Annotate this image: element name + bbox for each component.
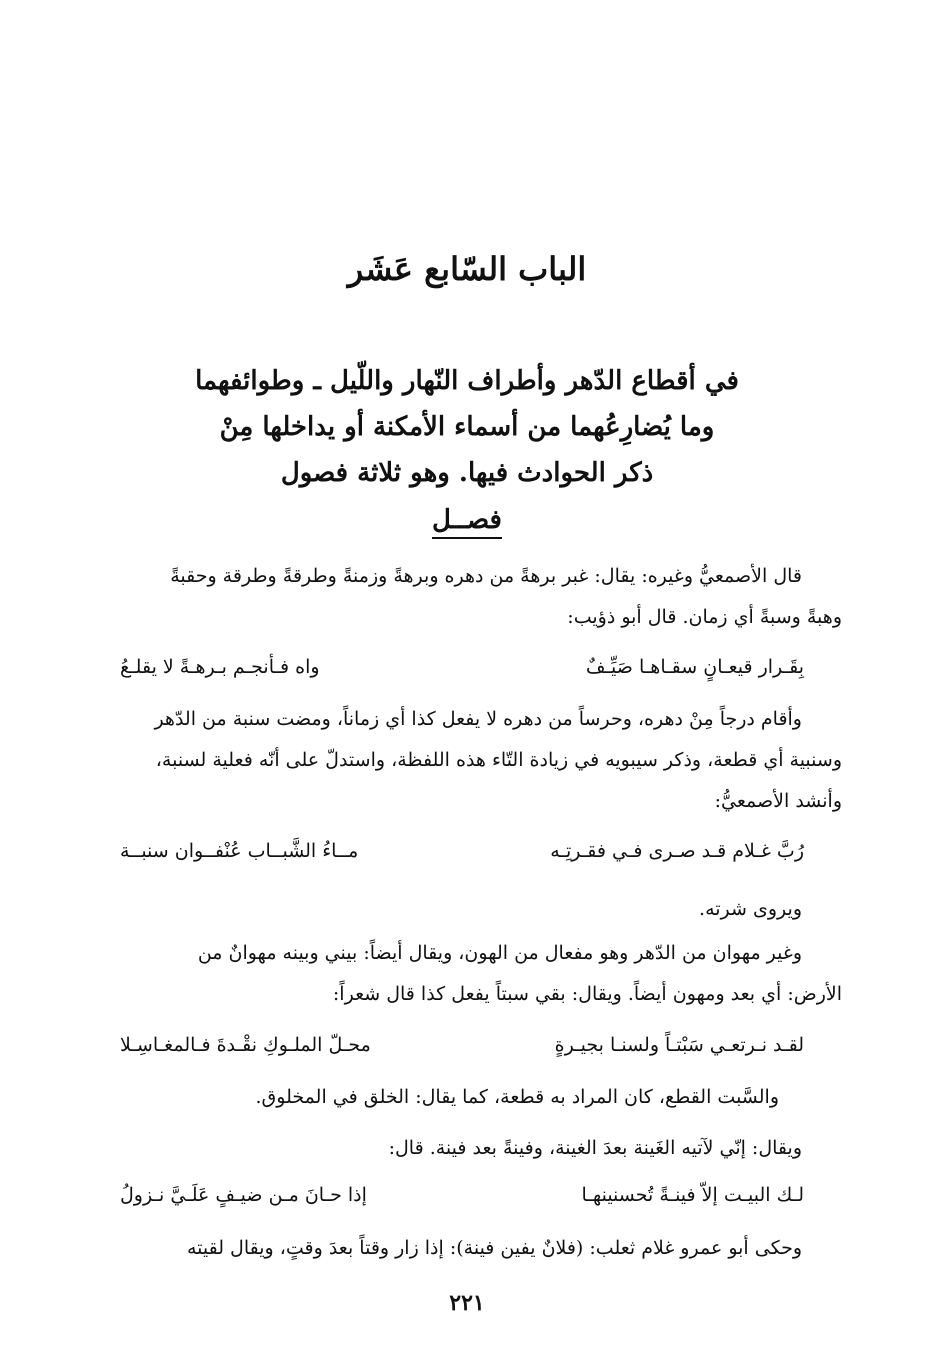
paragraph-line: وهبةً وسبةً أي زمان. قال أبو ذؤيب: xyxy=(567,606,842,628)
verse-second-hemistich: مــاءُ الشَّبــاب عُنْفــوان سنبــة xyxy=(120,840,359,862)
paragraph-line: وسنبية أي قطعة، وذكر سيبويه في زيادة التّاء هذه اللفظة، واستدلّ على أنّه فعلية لسنبة، xyxy=(155,749,842,771)
paragraph-line: وغير مهوان من الدّهر وهو مفعال من الهون، ويقال أيضاً: بيني وبينه مهوانٌ من xyxy=(197,942,802,964)
paragraph-line: الأرض: أي بعد ومهون أيضاً. ويقال: بقي سبتاً يفعل كذا قال شعراً: xyxy=(332,983,842,1005)
verse-first-hemistich: لقـد نـرتعـي سَبْتـاً ولسنـا بجيـرةٍ xyxy=(554,1034,804,1056)
verse xyxy=(120,656,804,690)
chapter-subtitle xyxy=(130,358,804,496)
paragraph-line: ويروى شرته. xyxy=(699,898,802,920)
chapter-title: الباب السّابع عَشَر xyxy=(347,250,587,288)
paragraph-line: ويقال: إنّي لآتيه الغَينة بعدَ الغينة، وفينةً بعد فينة. قال: xyxy=(388,1137,802,1159)
verse-first-hemistich: بِقَـرار قيعـانٍ سقـاهـا صَيِّـفٌ xyxy=(585,656,804,678)
verse-first-hemistich: لـك البيـت إلاّ فينـةً تُحسنينهـا xyxy=(581,1184,804,1206)
section-title-text: فصــل xyxy=(432,505,502,535)
subtitle-line: في أقطاع الدّهر وأطراف النّهار واللّيل ـ وطوائفهما xyxy=(195,366,739,396)
subtitle-line: ذكر الحوادث فيها. وهو ثلاثة فصول xyxy=(280,458,654,488)
paragraph-line: وأنشد الأصمعيُّ: xyxy=(714,790,842,812)
verse-first-hemistich: رُبَّ غـلام قـد صـرى فـي فقـرتِـه xyxy=(550,840,804,862)
paragraph-line: والسَّبت القطع، كان المراد به قطعة، كما يقال: الخلق في المخلوق. xyxy=(255,1086,779,1108)
verse xyxy=(120,1034,804,1068)
section-title xyxy=(0,505,934,539)
paragraph-line: وحكى أبو عمرو غلام ثعلب: (فلانٌ يفين فينة): إذا زار وقتاً بعدَ وقتٍ، ويقال لقيته xyxy=(186,1237,802,1259)
verse xyxy=(120,1184,804,1218)
verse xyxy=(120,840,804,874)
subtitle-line: وما يُضارِعُهما من أسماء الأمكنة أو يداخلها مِنْ xyxy=(219,412,715,442)
verse-second-hemistich: واه فـأنجـم بـرهـةً لا يقلـعُ xyxy=(120,656,320,678)
section-title-underline xyxy=(432,537,502,539)
page-number: ٢٢١ xyxy=(449,1290,485,1316)
verse-second-hemistich: محـلّ الملـوكِ نقْـدةَ فـالمغـاسِـلا xyxy=(120,1034,371,1056)
paragraph-line: قال الأصمعيُّ وغيره: يقال: غبر برهةً من دهره وبرهةً وزمنةً وطرقةً وطرقة وحقبةً xyxy=(170,565,802,587)
verse-second-hemistich: إذا حـانَ مـن ضيـفٍ عَلَـيَّ نـزولُ xyxy=(120,1184,367,1206)
paragraph-line: وأقام درجاً مِنْ دهره، وحرساً من دهره لا يفعل كذا أي زماناً، ومضت سنبة من الدّهر xyxy=(154,708,802,730)
